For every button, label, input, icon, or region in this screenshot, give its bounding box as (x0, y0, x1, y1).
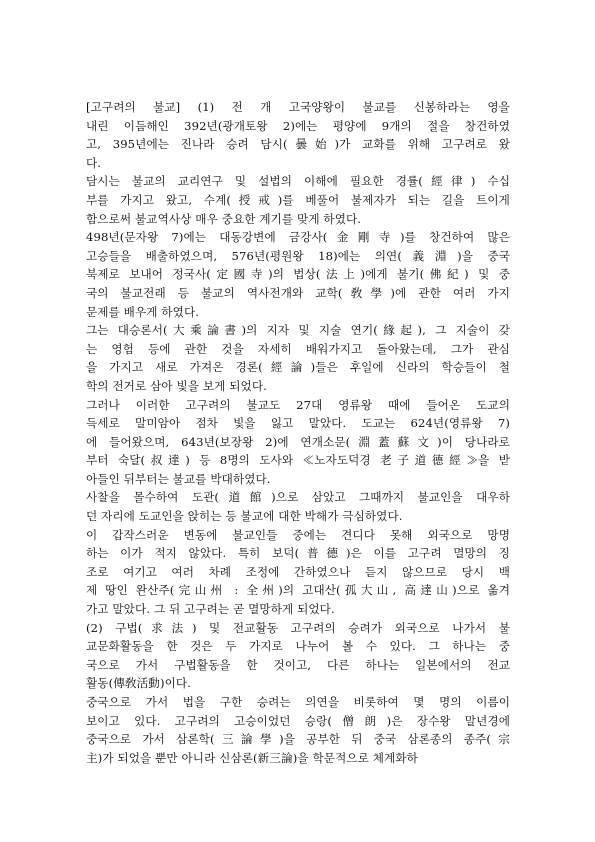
text-line: 그러나 이러한 고구려의 불교도 27대 영류왕 때에 들어온 도교의 (86, 397, 510, 412)
text-line: 득세로 말미암아 점차 빛을 잃고 말았다. 도교는 624년(영류왕 7) (86, 416, 510, 431)
text-line: 보이고 있다. 고구려의 고승이었던 승랑(僧朗)은 장수왕 말년경에 (86, 713, 510, 728)
text-line: 학의 전거로 삼아 빛을 보게 되었다. (86, 378, 267, 393)
paragraph (86, 172, 510, 228)
text-line: 고승들을 배출하였으며, 576년(평원왕 18)에는 의연(義淵)을 중국 (86, 248, 510, 263)
text-line: 북제로 보내어 정국사(定國寺)의 법상(法上)에게 불기(佛紀) 및 중 (86, 267, 510, 282)
text-line: 부터 숙달(叔達) 등 8명의 도사와 ≪노자도덕경 老子道德經≫을 받 (86, 453, 510, 468)
text-line: [고구려의 불교] (1) 전 개 고국양왕이 불교를 신봉하라는 영을 (86, 100, 510, 114)
text-line: 문제를 배우게 하였다. (86, 304, 200, 319)
text-line: 는 영험 등에 관한 것을 자세히 배워가지고 돌아왔는데, 그가 관심 (86, 341, 510, 356)
text-line: 조로 여기고 여러 차례 조정에 간하였으나 듣지 않으므로 당시 백 (86, 564, 510, 579)
paragraph (86, 396, 510, 489)
text-line: 국의 불교전래 등 불교의 역사전개와 교학(敎學)에 관한 여러 가지 (86, 285, 510, 300)
paragraph (86, 488, 510, 525)
text-line: 부를 가지고 왔고, 수계(授戒)를 베풀어 불제자가 되는 길을 트이게 (86, 192, 510, 207)
text-line: 중국으로 가서 삼론학(三論學)을 공부한 뒤 중국 삼론종의 종주(宗 (86, 732, 510, 747)
text-line: 하는 이가 적지 않았다. 특히 보덕(普德)은 이를 고구려 멸망의 징 (86, 546, 510, 561)
text-line: 던 자리에 도교인을 앉히는 등 불교에 대한 박해가 극심하였다. (86, 509, 403, 524)
paragraph (86, 693, 510, 767)
text-line: 아들인 뒤부터는 불교를 박대하였다. (86, 471, 271, 486)
text-line: 다. (86, 155, 102, 170)
text-line: 그는 대승론서(大乘論書)의 지자 및 지술 연기(緣起), 그 지술이 갖 (86, 323, 510, 338)
text-line: 을 가지고 새로 가져온 경론(經論)들은 후일에 신라의 학승들이 철 (86, 360, 510, 375)
paragraph (86, 228, 510, 321)
text-line: 498년(문자왕 7)에는 대동강변에 금강사(金剛寺)를 창건하여 많은 (86, 230, 510, 245)
document-body (86, 98, 510, 767)
text-line: 主)가 되었을 뿐만 아니라 신삼론(新三論)을 학문적으로 체계화하 (86, 750, 418, 765)
text-line: 내린 이듬해인 392년(광개토왕 2)에는 평양에 9개의 절을 창건하였 (86, 118, 510, 133)
text-line: 담시는 불교의 교리연구 및 설법의 이해에 필요한 경률(經律) 수십 (86, 174, 510, 189)
text-line: 국으로 가서 구법활동을 한 것이고, 다른 하나는 일본에서의 전교 (86, 657, 510, 672)
text-line: 제 땅인 완산주(完山州 : 全州)의 고대산(孤大山, 高達山)으로 옮겨 (86, 583, 510, 598)
text-line: 중국으로 가서 법을 구한 승려는 의연을 비롯하여 몇 명의 이름이 (86, 695, 510, 709)
text-line: 함으로써 불교역사상 매우 중요한 계기를 맞게 하였다. (86, 211, 362, 226)
text-line: 에 들어왔으며, 643년(보장왕 2)에 연개소문(淵蓋蘇文)이 당나라로 (86, 434, 510, 449)
paragraph (86, 321, 510, 395)
text-line: 가고 말았다. 그 뒤 고구려는 곧 멸망하게 되었다. (86, 602, 335, 617)
text-line: 이 갑작스러운 변동에 불교인들 중에는 견디다 못해 외국으로 망명 (86, 527, 510, 542)
text-line: (2) 구법(求法) 및 전교활동 고구려의 승려가 외국으로 나가서 불 (86, 620, 510, 635)
paragraph (86, 619, 510, 693)
text-line: 활동(傳敎活動)이다. (86, 676, 192, 691)
text-line: 고, 395년에는 진나라 승려 담시(曇始)가 교화를 위해 고구려로 왔 (86, 137, 510, 152)
text-line: 교문화활동을 한 것은 두 가지로 나누어 볼 수 있다. 그 하나는 중 (86, 639, 510, 654)
paragraph (86, 526, 510, 619)
text-line: 사찰을 몰수하여 도관(道館)으로 삼았고 그때까지 불교인을 대우하 (86, 490, 510, 505)
paragraph (86, 98, 510, 172)
